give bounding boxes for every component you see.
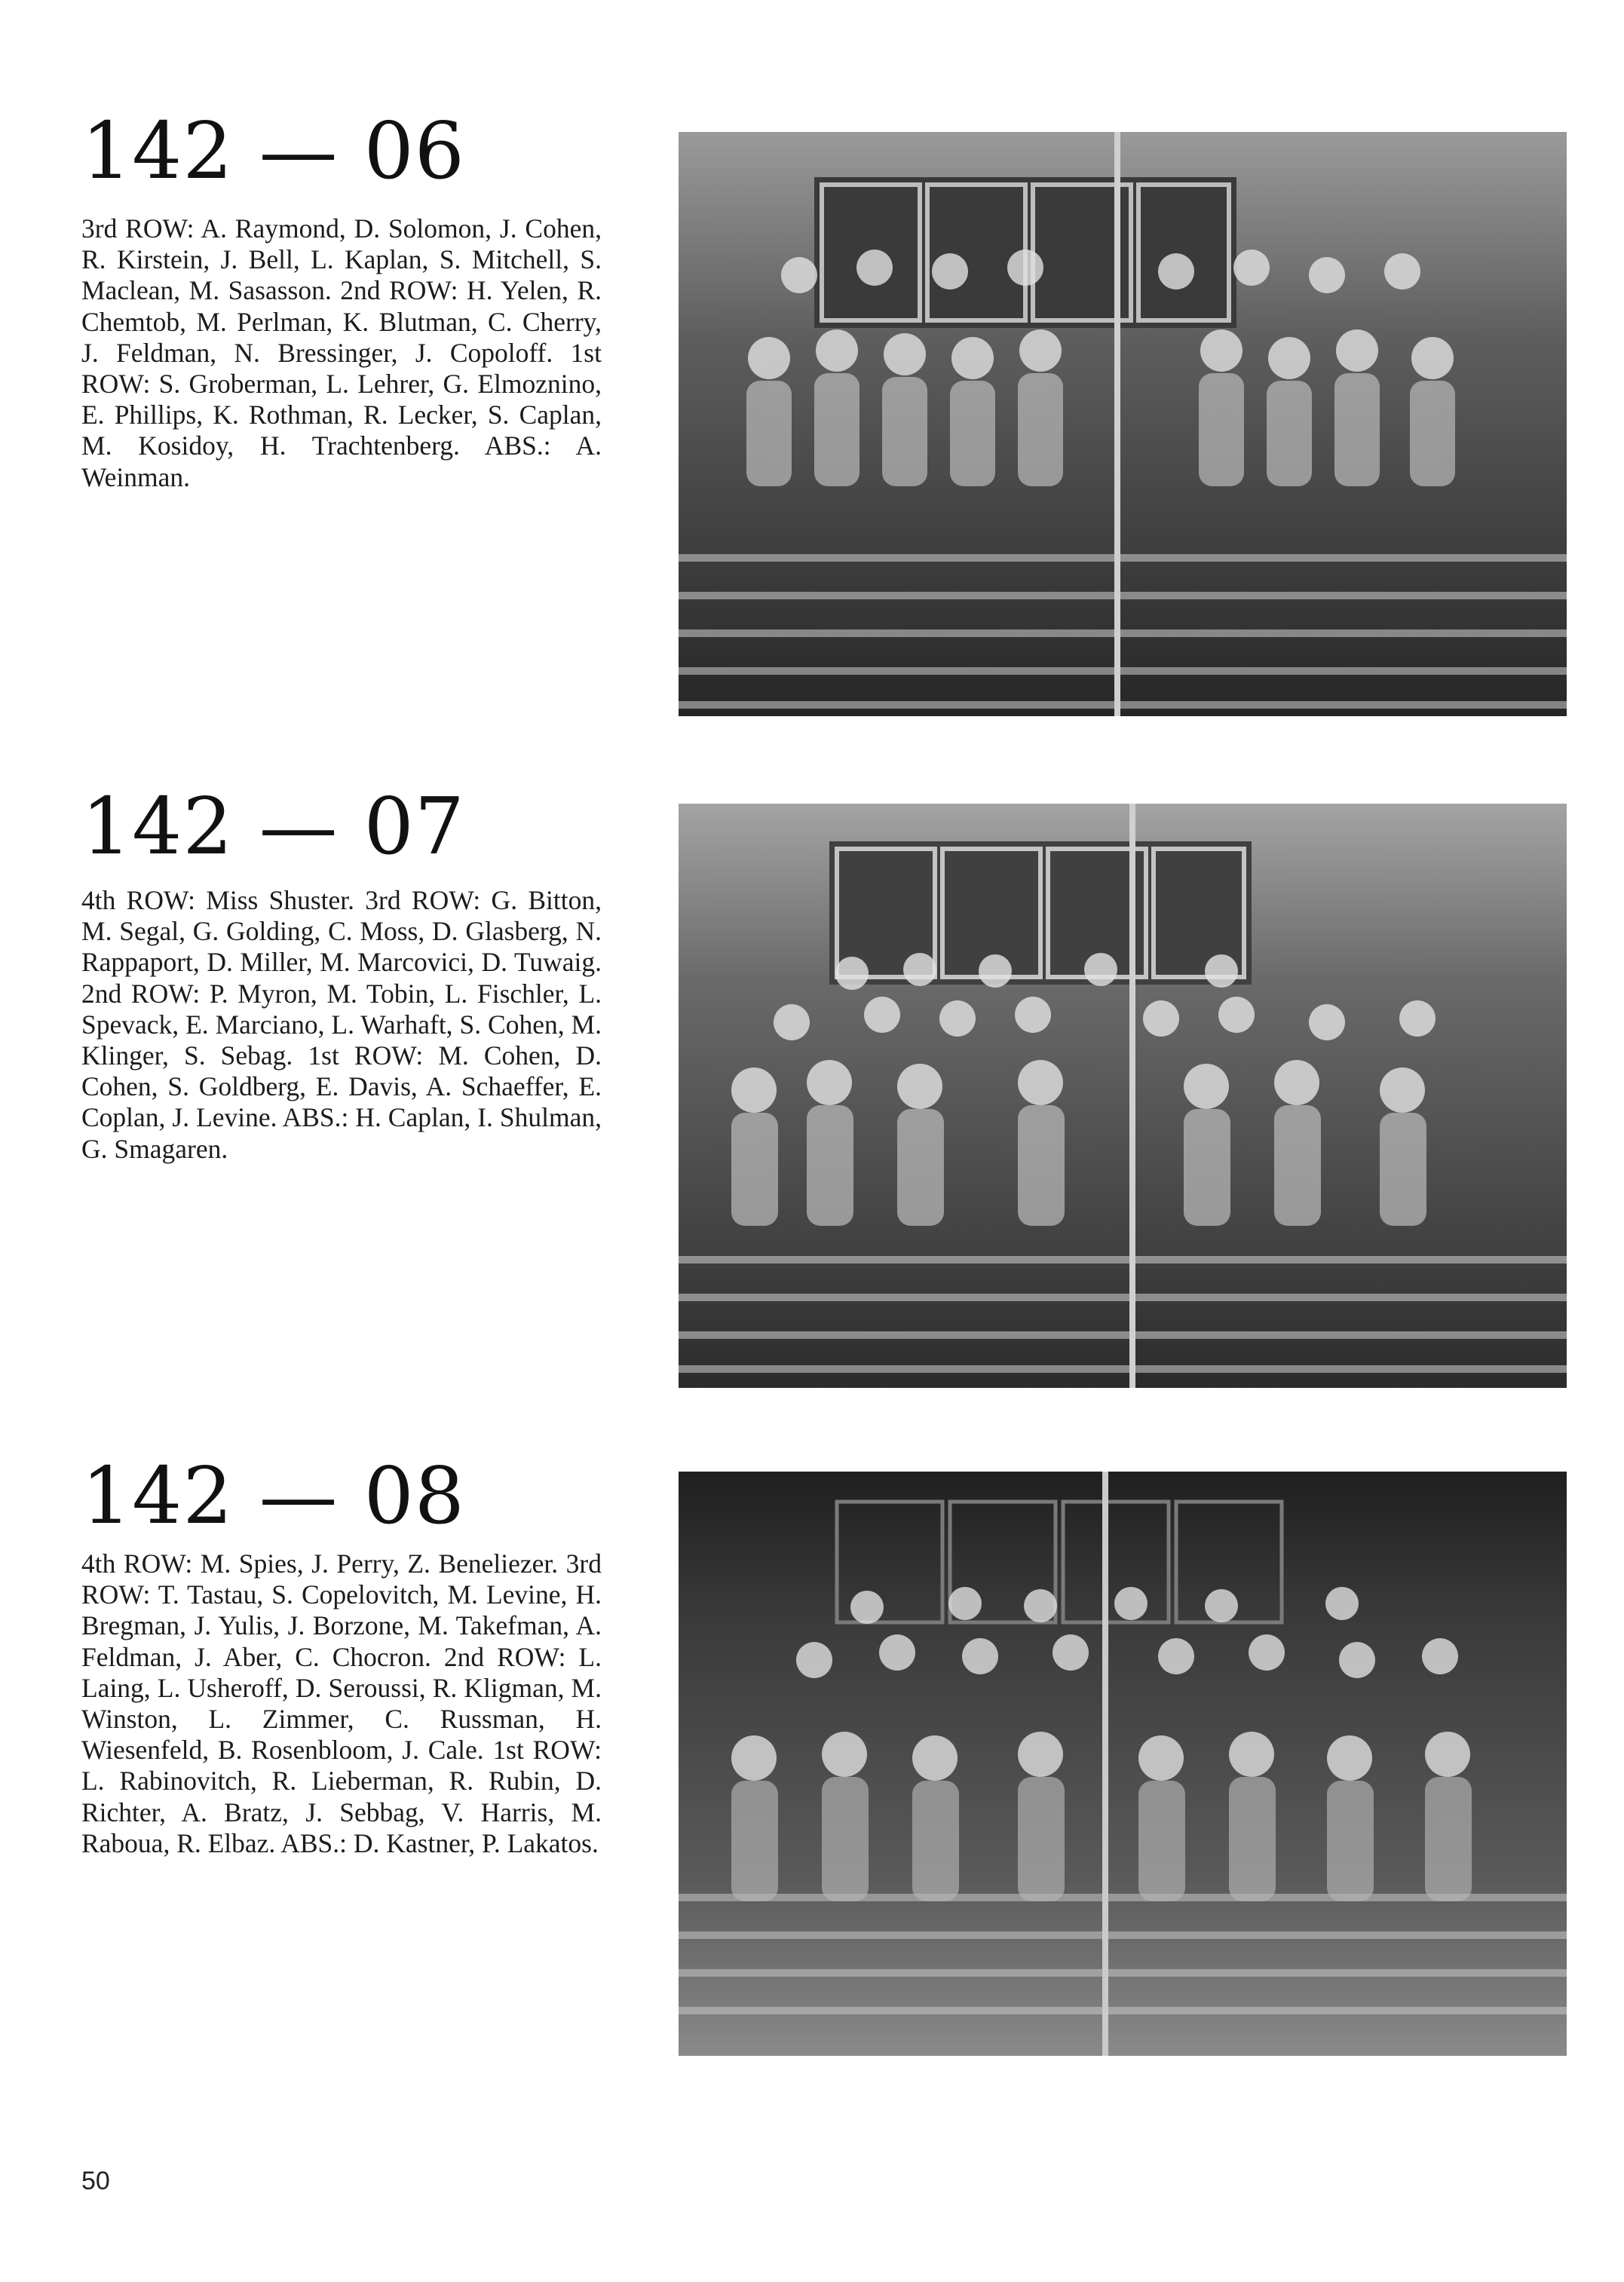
class-photo-142-07 [679,804,1567,1388]
caption-142-06: 3rd ROW: A. Raymond, D. Solomon, J. Cohen, R. Kirstein, J. Bell, L. Kaplan, S. Mitchell, S. Maclean, M. Sasasson. 2nd ROW: H. Yelen, R. Chemtob, M. Perlman, K. Blutman, C. Cherry, J. Feldman, N. Bressinger, J. Copoloff. 1st ROW: S. Groberman, L. Lehrer, G. Elmoznino, E. Phillips, K. Rothman, R. Lecker, S. Caplan, M. Kosidoy, H. Trachtenberg. ABS.: A. Weinman. [81,213,602,492]
section-title-142-08: 142 — 08 [81,1450,465,1542]
section-title-142-06: 142 — 06 [81,105,465,197]
caption-142-07: 4th ROW: Miss Shuster. 3rd ROW: G. Bitton, M. Segal, G. Golding, C. Moss, D. Glasberg, N. Rappaport, D. Miller, M. Marcovici, D. Tuwaig. 2nd ROW: P. Myron, M. Tobin, L. Fischler, L. Spevack, E. Marciano, L. Warhaft, S. Cohen, M. Klinger, S. Sebag. 1st ROW: M. Cohen, D. Cohen, S. Goldberg, E. Davis, A. Schaeffer, E. Coplan, J. Levine. ABS.: H. Caplan, I. Shulman, G. Smagaren. [81,885,602,1164]
class-photo-142-06 [679,132,1567,716]
class-photo-142-08 [679,1472,1567,2056]
caption-142-08: 4th ROW: M. Spies, J. Perry, Z. Beneliezer. 3rd ROW: T. Tastau, S. Copelovitch, M. Levine, H. Bregman, J. Yulis, J. Borzone, M. Takefman, A. Feldman, J. Aber, C. Chocron. 2nd ROW: L. Laing, L. Usheroff, D. Seroussi, R. Kligman, M. Winston, L. Zimmer, C. Russman, H. Wiesenfeld, B. Rosenbloom, J. Cale. 1st ROW: L. Rabinovitch, R. Lieberman, R. Rubin, D. Richter, A. Bratz, J. Sebbag, V. Harris, M. Raboua, R. Elbaz. ABS.: D. Kastner, P. Lakatos. [81,1548,602,1858]
section-title-142-07: 142 — 07 [81,780,465,872]
page-number: 50 [81,2167,110,2195]
